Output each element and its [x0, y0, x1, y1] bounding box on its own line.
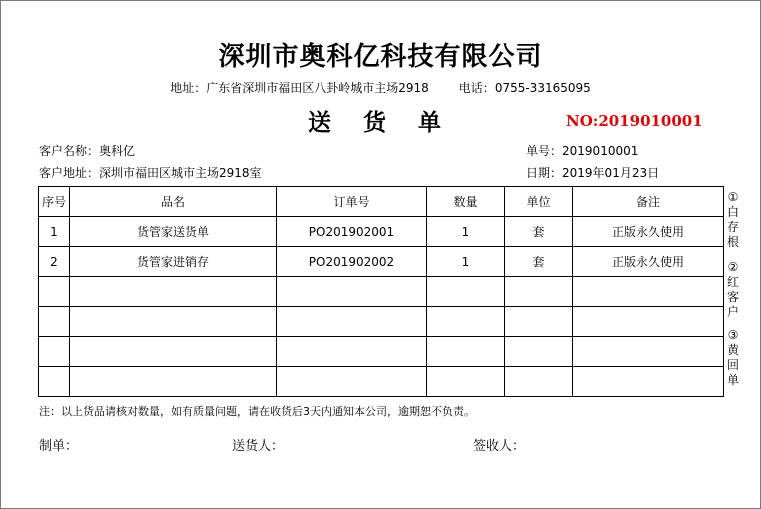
cell-quantity — [427, 337, 505, 367]
cell-product — [70, 337, 277, 367]
customer-name-row — [39, 142, 135, 159]
cell-order-no — [277, 307, 427, 337]
cell-product: 货管家送货单 — [70, 217, 277, 247]
cell-seq — [39, 367, 70, 397]
order-date-row — [526, 164, 659, 181]
cell-unit: 套 — [505, 217, 573, 247]
cell-seq — [39, 337, 70, 367]
company-name: 深圳市奥科亿科技有限公司 — [218, 42, 543, 72]
header-seq: 序号 — [39, 187, 70, 217]
prepared-by-label: 制单： — [39, 439, 79, 454]
company-phone: 0755-33165095 — [494, 81, 591, 95]
header-order-no: 订单号 — [277, 187, 427, 217]
cell-quantity: 1 — [427, 247, 505, 277]
order-date-label: 日期： — [526, 166, 563, 180]
footer-note: 注：以上货品请核对数量，如有质量问题，请在收货后3天内通知本公司，逾期恕不负责。 — [39, 405, 475, 418]
company-contact-line — [0, 79, 761, 96]
order-number-row — [526, 142, 638, 159]
order-number: 2019010001 — [562, 144, 639, 158]
order-date: 2019年01月23日 — [562, 166, 660, 180]
header-product: 品名 — [70, 187, 277, 217]
cell-remark — [573, 277, 724, 307]
customer-address: 深圳市福田区城市主场2918室 — [99, 166, 262, 180]
table-row — [39, 217, 724, 247]
cell-unit: 套 — [505, 247, 573, 277]
cell-order-no: PO201902001 — [277, 217, 427, 247]
items-table — [38, 186, 724, 397]
header-unit: 单位 — [505, 187, 573, 217]
header-remark: 备注 — [573, 187, 724, 217]
cell-product: 货管家进销存 — [70, 247, 277, 277]
cell-remark: 正版永久使用 — [573, 217, 724, 247]
cell-seq: 1 — [39, 217, 70, 247]
phone-label: 电话： — [458, 81, 495, 95]
document-number: NO:2019010001 — [566, 112, 703, 130]
copy-label-yellow-receipt: ③ 黄 回 单 — [726, 328, 739, 387]
copy-label-white-stub: ① 白 存 根 — [726, 190, 739, 249]
cell-unit — [505, 337, 573, 367]
table-row — [39, 337, 724, 367]
cell-quantity: 1 — [427, 217, 505, 247]
document-title: 送 货 单 — [307, 109, 453, 136]
customer-name: 奥科亿 — [99, 144, 136, 158]
address-label: 地址： — [170, 81, 207, 95]
table-row — [39, 307, 724, 337]
cell-order-no — [277, 367, 427, 397]
copy-label-red-customer: ② 红 客 户 — [726, 260, 739, 319]
received-by-label: 签收人： — [473, 439, 526, 454]
delivered-by-label: 送货人： — [232, 439, 285, 454]
table-row — [39, 367, 724, 397]
cell-unit — [505, 367, 573, 397]
cell-remark — [573, 337, 724, 367]
cell-seq — [39, 307, 70, 337]
cell-seq — [39, 277, 70, 307]
table-row — [39, 247, 724, 277]
cell-unit — [505, 277, 573, 307]
customer-address-row — [39, 164, 262, 181]
cell-order-no — [277, 277, 427, 307]
cell-product — [70, 367, 277, 397]
cell-order-no: PO201902002 — [277, 247, 427, 277]
cell-quantity — [427, 367, 505, 397]
cell-remark — [573, 307, 724, 337]
cell-product — [70, 277, 277, 307]
cell-remark — [573, 367, 724, 397]
cell-quantity — [427, 307, 505, 337]
table-header-row — [39, 187, 724, 217]
customer-address-label: 客户地址： — [39, 166, 100, 180]
cell-quantity — [427, 277, 505, 307]
cell-unit — [505, 307, 573, 337]
customer-name-label: 客户名称： — [39, 144, 100, 158]
cell-product — [70, 307, 277, 337]
company-address: 广东省深圳市福田区八卦岭城市主场2918 — [206, 81, 429, 95]
cell-remark: 正版永久使用 — [573, 247, 724, 277]
order-number-label: 单号： — [526, 144, 563, 158]
table-row — [39, 277, 724, 307]
cell-order-no — [277, 337, 427, 367]
cell-seq: 2 — [39, 247, 70, 277]
header-quantity: 数量 — [427, 187, 505, 217]
